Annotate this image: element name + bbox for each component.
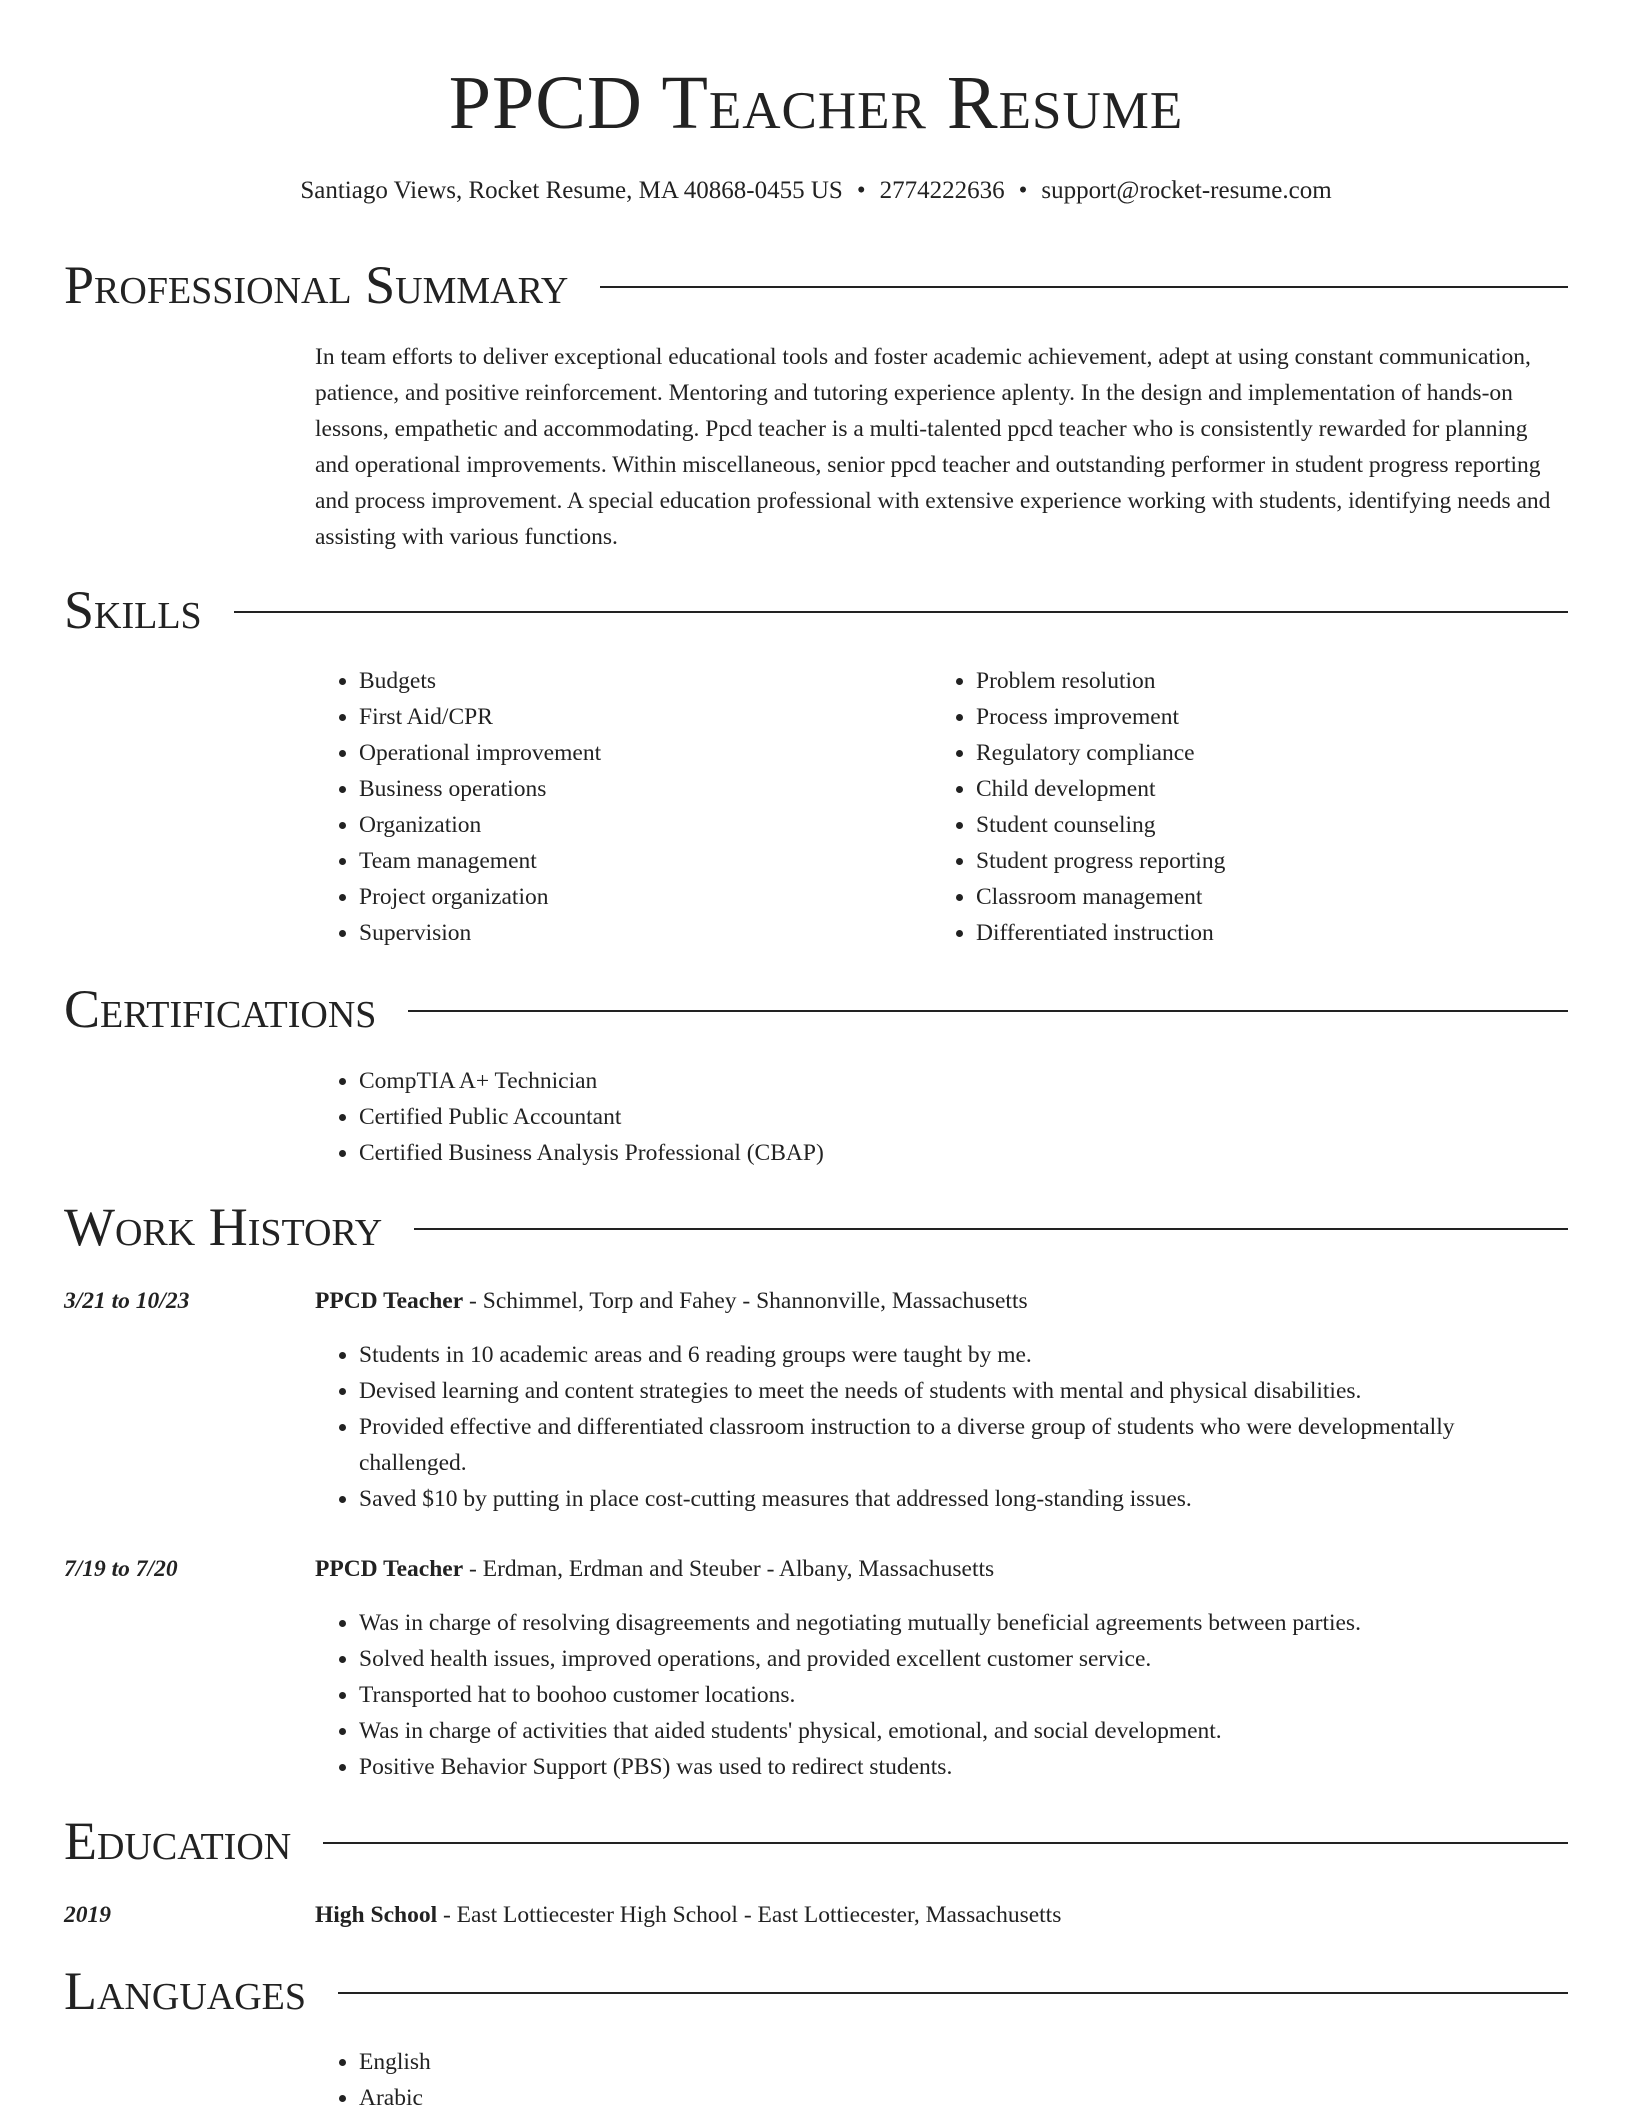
job-bullet: • Saved $10 by putting in place cost-cutting measures that addressed long-standing issues.: [359, 1481, 1565, 1517]
section-header-certifications: [64, 977, 1568, 1041]
job-bullet: • Devised learning and content strategies to meet the needs of students with mental and physical disabilities.: [359, 1373, 1565, 1409]
contact-line: [0, 174, 1632, 208]
job-bullet: • Provided effective and differentiated classroom instruction to a diverse group of students who were developmentally challenged.: [359, 1409, 1565, 1481]
skill-item: • Differentiated instruction: [976, 915, 1552, 951]
skill-item: • Regulatory compliance: [976, 735, 1552, 771]
skill-item: • Budgets: [359, 663, 915, 699]
skill-item: • Team management: [359, 843, 915, 879]
job-role: PPCD Teacher: [315, 1288, 464, 1314]
job-bullet: • Transported hat to boohoo customer locations.: [359, 1677, 1565, 1713]
job-bullet: • Was in charge of resolving disagreements and negotiating mutually beneficial agreements between parties.: [359, 1605, 1565, 1641]
language-item: • Arabic: [359, 2080, 915, 2116]
job-heading: [315, 1283, 1565, 1319]
section-divider: [414, 1228, 1568, 1230]
skill-item: • First Aid/CPR: [359, 699, 915, 735]
section-divider: [234, 611, 1568, 613]
skill-item: • Process improvement: [976, 699, 1552, 735]
section-title-summary: Professional Summary: [64, 255, 569, 315]
section-title-languages: Languages: [64, 1961, 306, 2021]
skill-item: • Supervision: [359, 915, 915, 951]
job-bullet: • Was in charge of activities that aided students' physical, emotional, and social development.: [359, 1713, 1565, 1749]
skill-item: • Classroom management: [976, 879, 1552, 915]
skill-item: • Problem resolution: [976, 663, 1552, 699]
education-heading: [315, 1897, 1565, 1933]
section-header-work-history: [64, 1195, 1568, 1259]
job-details: - Erdman, Erdman and Steuber - Albany, Massachusetts: [463, 1556, 995, 1582]
section-divider: [408, 1010, 1568, 1012]
skill-item: • Child development: [976, 771, 1552, 807]
job-bullet: • Students in 10 academic areas and 6 reading groups were taught by me.: [359, 1337, 1565, 1373]
job-heading: [315, 1551, 1565, 1587]
contact-email[interactable]: support@rocket-resume.com: [1041, 177, 1332, 204]
skill-item: • Project organization: [359, 879, 915, 915]
resume-title: PPCD Teacher Resume: [448, 61, 1184, 145]
language-item: • English: [359, 2044, 915, 2080]
job-dates: 3/21 to 10/23: [64, 1288, 190, 1314]
section-divider: [600, 286, 1568, 288]
job-details: - Schimmel, Torp and Fahey - Shannonville, Massachusetts: [463, 1288, 1028, 1314]
section-title-education: Education: [64, 1811, 292, 1871]
job-bullet: • Solved health issues, improved operations, and provided excellent customer service.: [359, 1641, 1565, 1677]
contact-separator: •: [1018, 177, 1028, 204]
job-bullets: [315, 1337, 1565, 1517]
job-bullets: [315, 1605, 1565, 1785]
certification-item: • CompTIA A+ Technician: [359, 1063, 1515, 1099]
summary-text: In team efforts to deliver exceptional educational tools and foster academic achievement, adept at using constant communication, patience, and positive reinforcement. Mentoring and tutoring experience aplenty. In the design and implementation of hands-on lessons, empathetic and accommodating. Ppcd teacher is a multi-talented ppcd teacher who is consistently rewarded for planning and operational improvements. Within miscellaneous, senior ppcd teacher and outstanding performer in student progress reporting and process improvement. A special education professional with extensive experience working with students, identifying needs and assisting with various functions.: [315, 344, 1551, 550]
certification-item: • Certified Public Accountant: [359, 1099, 1515, 1135]
job-role: PPCD Teacher: [315, 1556, 464, 1582]
skills-column-1: [315, 663, 915, 951]
skill-item: • Organization: [359, 807, 915, 843]
skills-column-2: [932, 663, 1552, 951]
job-bullet: • Positive Behavior Support (PBS) was used to redirect students.: [359, 1749, 1565, 1785]
contact-address: Santiago Views, Rocket Resume, MA 40868-0455 US: [300, 177, 843, 204]
languages-list: [315, 2044, 915, 2116]
section-header-summary: [64, 253, 1568, 317]
skill-item: • Student progress reporting: [976, 843, 1552, 879]
skill-item: • Operational improvement: [359, 735, 915, 771]
education-details: - East Lottiecester High School - East Lottiecester, Massachusetts: [437, 1902, 1062, 1928]
section-title-work-history: Work History: [64, 1197, 383, 1257]
skill-item: • Business operations: [359, 771, 915, 807]
certifications-list: [315, 1063, 1515, 1171]
skill-item: • Student counseling: [976, 807, 1552, 843]
certification-item: • Certified Business Analysis Professional (CBAP): [359, 1135, 1515, 1171]
section-divider: [338, 1992, 1568, 1994]
section-header-skills: [64, 578, 1568, 642]
contact-separator: •: [856, 177, 866, 204]
section-header-education: [64, 1809, 1568, 1873]
job-dates: 7/19 to 7/20: [64, 1556, 178, 1582]
contact-phone: 2774222636: [879, 177, 1005, 204]
section-title-certifications: Certifications: [64, 979, 377, 1039]
section-divider: [323, 1842, 1568, 1844]
education-degree: High School: [315, 1902, 438, 1928]
education-year: 2019: [64, 1902, 111, 1928]
section-title-skills: Skills: [64, 580, 202, 640]
section-header-languages: [64, 1959, 1568, 2023]
